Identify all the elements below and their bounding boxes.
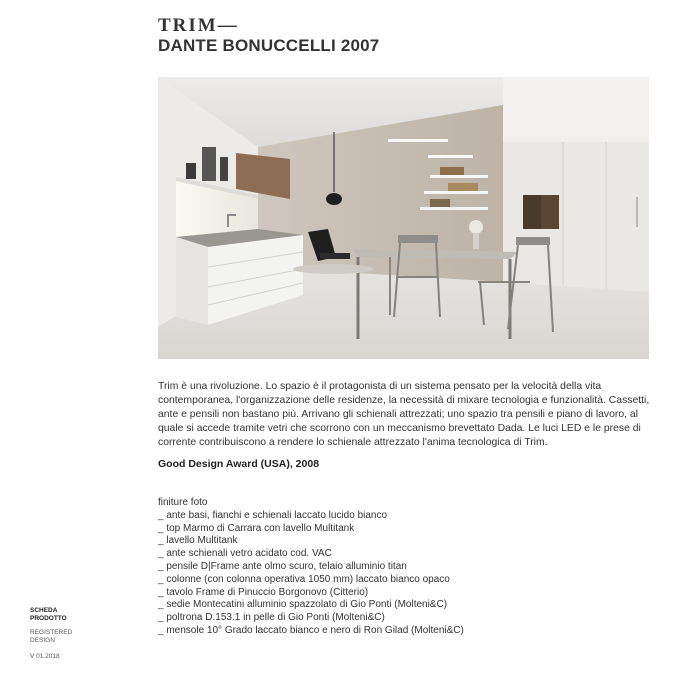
floating-shelf [430,175,488,178]
prodotto-label: PRODOTTO [30,615,67,622]
finish-item: _ colonne (con colonna operativa 1050 mm) laccato bianco opaco [158,574,618,587]
finish-item: _ tavolo Frame di Pinuccio Borgonovo (Citterio) [158,587,618,600]
chair [398,235,438,243]
finishes-list [158,497,618,638]
finish-item: _ ante schienali vetro acidato cod. VAC [158,548,618,561]
award-line: Good Design Award (USA), 2008 [158,458,320,470]
kitchen-illustration [158,77,649,359]
chair [516,237,550,245]
designer-year-subtitle: DANTE BONUCCELLI 2007 [158,36,380,55]
finish-item: _ mensole 10° Grado laccato bianco e nero di Ron Gilad (Molteni&C) [158,625,618,638]
finishes-heading: finiture foto [158,497,208,508]
finish-item: _ top Marmo di Carrara con lavello Multitank [158,523,618,536]
finish-item: _ ante basi, fianchi e schienali laccato lucido bianco [158,510,618,523]
finish-item: _ sedie Montecatini alluminio spazzolato di Gio Ponti (Molteni&C) [158,599,618,612]
shelf-frame [202,147,216,181]
finish-item: _ poltrona D.153.1 in pelle di Gio Ponti (Molteni&C) [158,612,618,625]
scheda-label: SCHEDA [30,607,58,614]
design-label: DESIGN [30,637,55,644]
page-title: TRIM— [158,15,239,36]
registered-label: REGISTERED [30,629,73,636]
product-description: Trim è una rivoluzione. Lo spazio è il protagonista di un sistema pensato per la velocità della vita contemporanea, l'organizzazione delle residenze, la necessità di mixare tecnologia e funzionalità. Cassetti, ante e pensili non bastano più. Arrivano gli schienali attrezzati; uno spazio tra pensili e piano di lavoro, al quale si accede tramite vetri che scorrono con un meccanismo brevettato Dada. Le luci LED e le prese di corrente contribuiscono a rendere lo schienale attrezzato l'anima tecnologica di Trim. [158,381,650,448]
oven [523,195,541,229]
finish-item: _ pensile D|Frame ante olmo scuro, telaio alluminio titan [158,561,618,574]
finish-item: _ lavello Multitank [158,535,618,548]
kitchen-photo [158,77,649,359]
pendant-lamp [326,193,342,205]
document-sidebar-label [30,607,120,661]
version-label: V 01.2018 [30,653,60,660]
